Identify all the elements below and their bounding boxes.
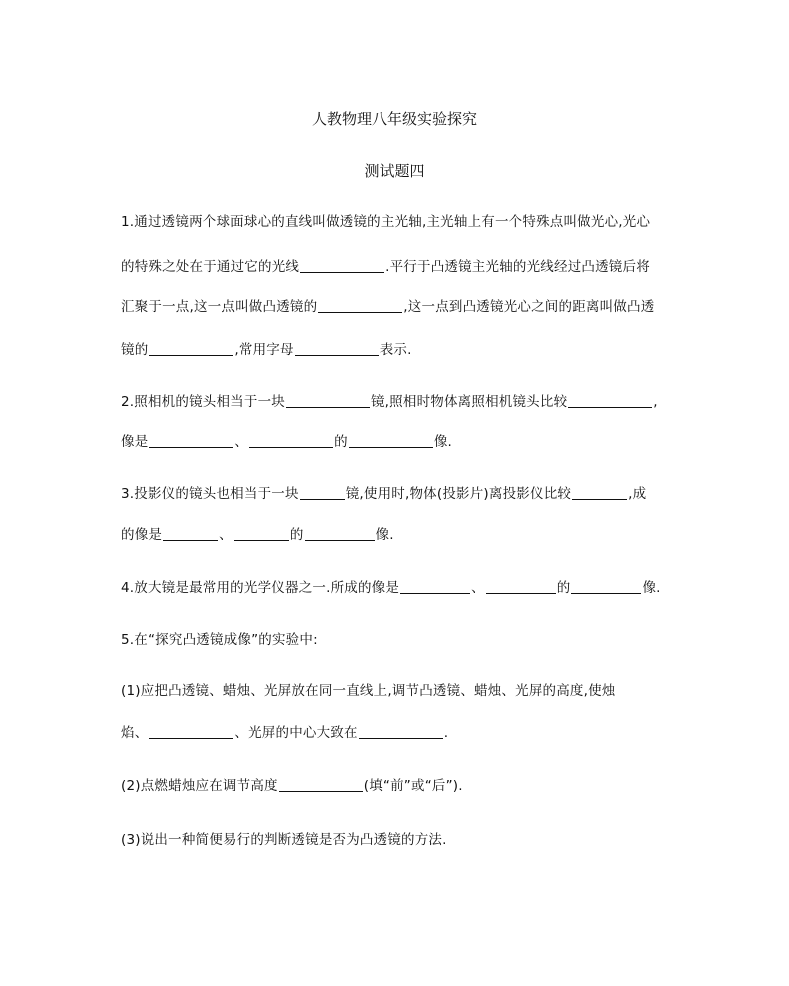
q3-line-2 (121, 525, 394, 545)
q4-line-1 (121, 578, 661, 598)
q4-blank-image-size[interactable] (486, 578, 556, 594)
q4-blank-image-nature[interactable] (571, 578, 641, 594)
q2-blank-image-nature[interactable] (349, 432, 433, 448)
q2-blank-distance[interactable] (568, 392, 652, 408)
q1-text: 表示. (379, 342, 412, 358)
q1-line-1 (121, 212, 650, 232)
q1-text: ,这一点到凸透镜光心之间的距离叫做凸透 (403, 299, 655, 315)
q1-text: 镜的 (121, 342, 149, 358)
q3-text: 的像是 (121, 527, 163, 543)
q5-text: 焰、 (121, 725, 149, 741)
q1-text: .平行于凸透镜主光轴的光线经过凸透镜后将 (385, 259, 650, 275)
q3-blank-lens-type[interactable] (300, 484, 345, 500)
q1-blank-letter[interactable] (295, 340, 379, 356)
q3-blank-image-size[interactable] (234, 525, 289, 541)
q3-blank-image-orientation[interactable] (163, 525, 218, 541)
q5-text: (1)应把凸透镜、蜡烛、光屏放在同一直线上,调节凸透镜、蜡烛、光屏的高度,使烛 (121, 683, 616, 699)
q5-text: (3)说出一种简便易行的判断透镜是否为凸透镜的方法. (121, 832, 447, 848)
q2-text: 镜,照相时物体离照相机镜头比较 (370, 394, 568, 410)
q5-text: 5.在“探究凸透镜成像”的实验中: (121, 632, 318, 648)
q5-blank-before-after[interactable] (279, 776, 363, 792)
page-subtitle: 测试题四 (364, 162, 425, 180)
q4-text: 像. (642, 580, 661, 596)
q2-text: , (653, 394, 658, 410)
q2-text: 像是 (121, 434, 149, 450)
q5-text: . (443, 725, 449, 741)
q5-part-1-line-2 (121, 723, 448, 743)
q5-blank-same-height[interactable] (359, 723, 443, 739)
q2-text: 像. (433, 434, 453, 450)
q2-line-1 (121, 392, 658, 412)
q3-blank-image-nature[interactable] (305, 525, 375, 541)
q2-blank-image-orientation[interactable] (149, 432, 233, 448)
q1-blank-focus-name[interactable] (318, 297, 402, 313)
q5-part-1-line-1 (121, 681, 616, 701)
q1-text: 汇聚于一点,这一点叫做凸透镜的 (121, 299, 318, 315)
q2-text: 的 (334, 434, 348, 450)
q1-line-4 (121, 340, 412, 360)
q4-text: 的 (556, 580, 571, 596)
q5-intro (121, 630, 318, 650)
q1-text: 的特殊之处在于通过它的光线 (121, 259, 300, 275)
q2-blank-lens-type[interactable] (286, 392, 370, 408)
q3-text: ,成 (628, 486, 647, 502)
q3-line-1 (121, 484, 646, 504)
q2-text: 2.照相机的镜头相当于一块 (121, 394, 285, 410)
q3-text: 、 (219, 527, 233, 543)
q3-text: 的 (289, 527, 304, 543)
q1-line-3 (121, 297, 654, 317)
q3-blank-distance[interactable] (572, 484, 627, 500)
q1-blank-focal-length[interactable] (149, 340, 233, 356)
q1-line-2 (121, 257, 650, 277)
q5-part-3 (121, 830, 447, 850)
q3-text: 像. (375, 527, 394, 543)
q1-text: ,常用字母 (234, 342, 294, 358)
q5-text: (填“前”或“后”). (363, 778, 463, 794)
q2-text: 、 (234, 434, 249, 450)
q3-text: 镜,使用时,物体(投影片)离投影仪比较 (345, 486, 572, 502)
q5-text: (2)点燃蜡烛应在调节高度 (121, 778, 278, 794)
q1-blank-light-through-center[interactable] (300, 257, 384, 273)
q2-line-2 (121, 432, 452, 452)
q3-text: 3.投影仪的镜头也相当于一块 (121, 486, 299, 502)
q1-text: 1.通过透镜两个球面球心的直线叫做透镜的主光轴,主光轴上有一个特殊点叫做光心,光心 (121, 214, 651, 230)
q5-part-2 (121, 776, 463, 796)
q4-blank-image-orientation[interactable] (400, 578, 470, 594)
q4-text: 、 (471, 580, 485, 596)
q2-blank-image-size[interactable] (249, 432, 333, 448)
q5-text: 、光屏的中心大致在 (234, 725, 358, 741)
q4-text: 4.放大镜是最常用的光学仪器之一.所成的像是 (121, 580, 400, 596)
q5-blank-lens-center[interactable] (149, 723, 233, 739)
page-title: 人教物理八年级实验探究 (311, 110, 477, 128)
